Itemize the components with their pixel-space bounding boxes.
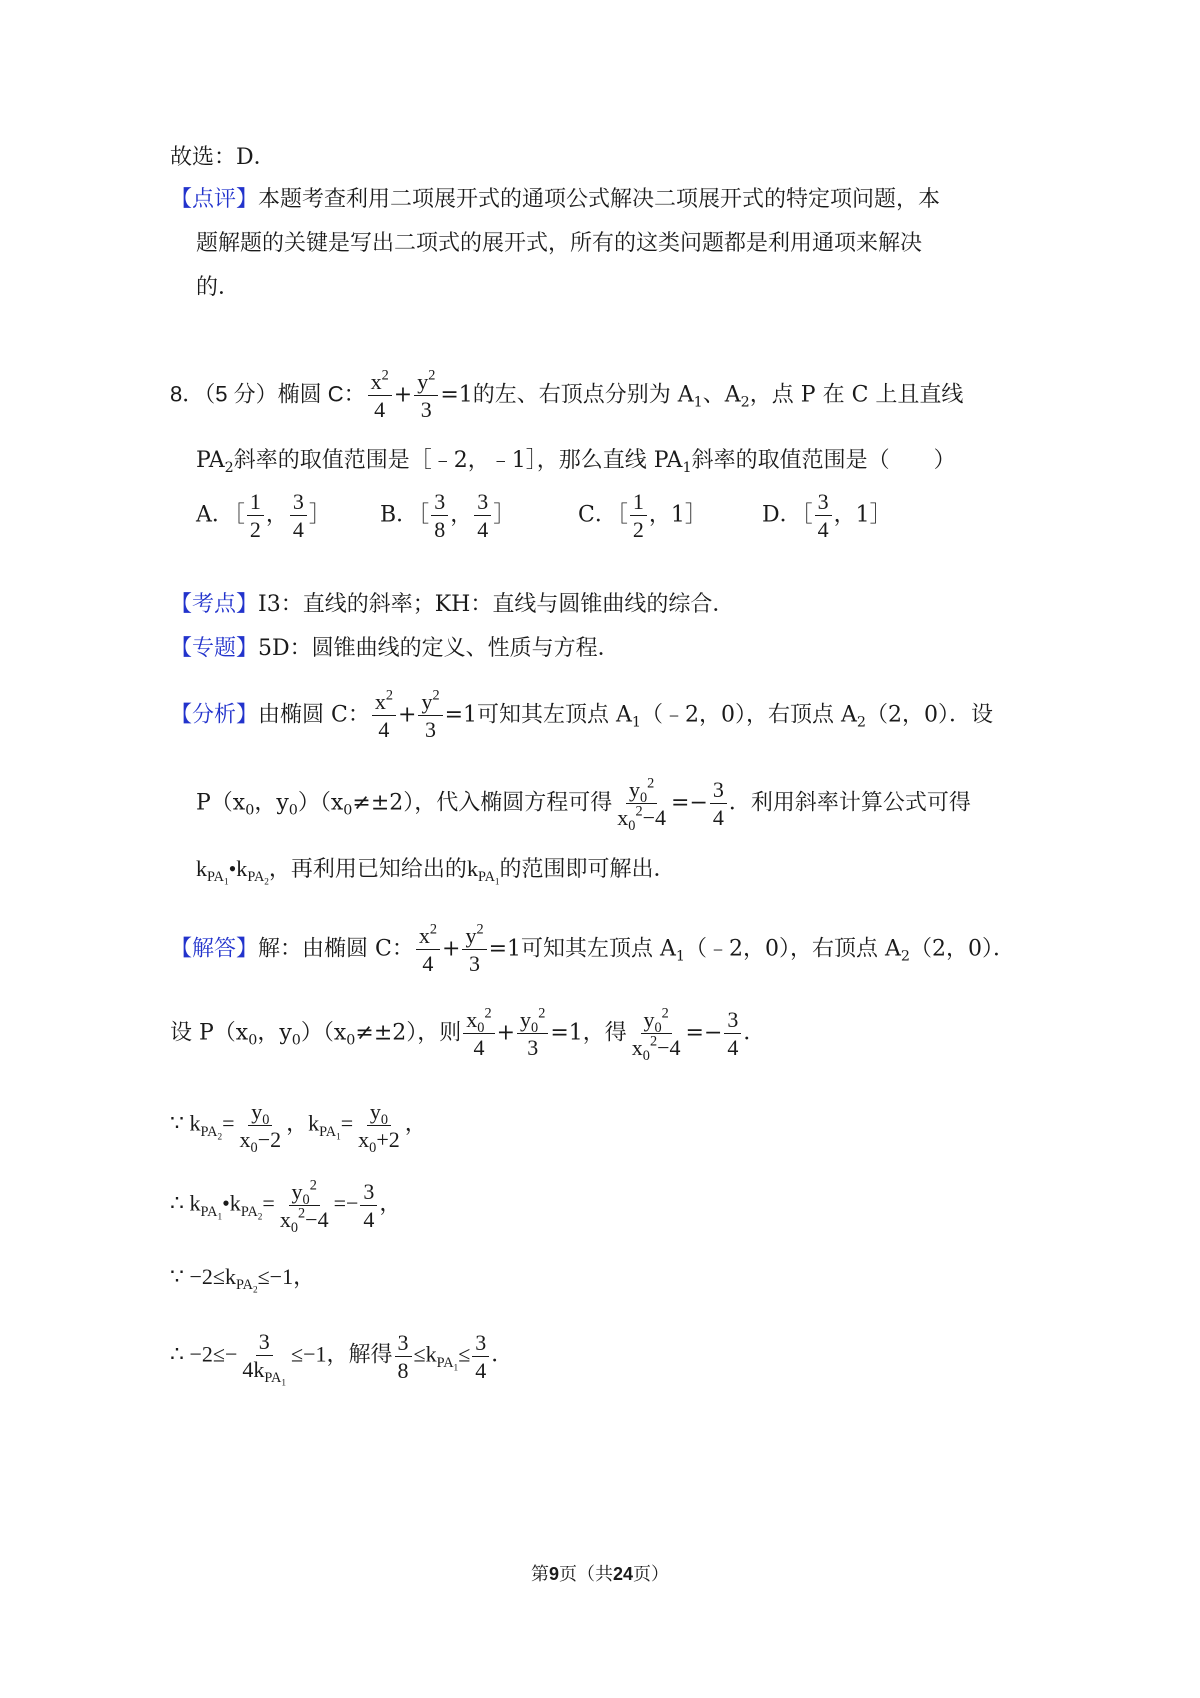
fenxi-line-1: 【分析】由椭圆 C： $\frac{x^2}{4}$ + $\frac{y^2}{3}$ =1可知其左顶点 $A_1(﹣2$，0），右顶点 $A_2(2$，0）．设 — [170, 687, 994, 743]
footer-post: 页） — [633, 1564, 670, 1585]
jieda-line-4: ∴ $k_{PA_1}•k_{PA_2}=$ $\frac{y_0^2}{x_0^2-4}$ =− $\frac{3}{4}$ ， — [170, 1177, 402, 1237]
kaodian-line — [170, 594, 734, 616]
page-footer — [0, 1560, 1200, 1586]
question-number: 8．（5 分）椭圆 C： — [170, 381, 366, 407]
fenxi-tag: 【分析】 — [170, 702, 259, 728]
jieda-b6: ． — [743, 1020, 766, 1046]
q-line2-b: 斜率的取值范围是［﹣2，﹣1］，那么直线 PA — [233, 448, 683, 473]
choice-d-label: D． — [762, 502, 802, 528]
choice-b[interactable]: B．［ $\frac{3}{8}$ ， $\frac{3}{4}$ ］ — [380, 489, 516, 543]
choice-b-left-num: 3 — [431, 490, 448, 516]
choice-a-left-den: 2 — [249, 517, 261, 543]
therefore-symbol-1: ∴ — [170, 1190, 184, 1216]
q-line2-c: 斜率的取值范围是（ ） — [691, 448, 956, 473]
q-text-b: 、A — [702, 382, 741, 408]
fraction-x2-4: $\frac{x^2}{4}$ — [368, 370, 392, 421]
kaodian-text: I3：直线的斜率；KH：直线与圆锥曲线的综合． — [258, 592, 735, 617]
fenxi-line-2: $P(x_0$，$y_0)(x_0\ne\pm 2)$，代入椭圆方程可得 $\frac{y_0^2}{x_0^2-4}$ =− $\frac{3}{4}$ ．利用斜率计算公式可得 — [196, 775, 971, 835]
prev-answer: 故选：D． — [170, 145, 276, 170]
jieda-b2: ，y — [257, 1020, 292, 1046]
fenxi-line-3: $k_{PA_1}•k_{PA_2}$，再利用已知给出的$k_{PA_1}$的范围即可解出． — [196, 856, 676, 888]
fenxi-b2: ，y — [254, 790, 289, 816]
jieda-b5: ，得 — [582, 1020, 627, 1046]
question-8-line-1: 8．（5 分）椭圆 C： $\frac{x^2}{4}$ + $\frac{y^2}{3}$ =1的左、右顶点分别为 $A_1$、$A_2$，点 P 在 C 上且直线 — [170, 367, 964, 423]
choice-d[interactable]: D．［ $\frac{3}{4}$ ，1］ — [762, 489, 892, 543]
choice-b-label: B． — [380, 502, 419, 528]
choice-b-left-den: 8 — [434, 517, 446, 543]
choice-b-right-num: 3 — [474, 490, 491, 516]
review-text-1: 本题考查利用二项展开式的通项公式解决二项展开式的特定项问题，本 — [258, 187, 941, 212]
jieda-tag: 【解答】 — [170, 936, 259, 962]
kaodian-tag: 【考点】 — [170, 592, 259, 617]
zhuanti-line — [170, 638, 620, 660]
jieda-b3: ）（x — [300, 1020, 347, 1046]
jieda-a1: 解：由椭圆 C： — [258, 936, 414, 962]
q-text-c: ，点 P 在 C 上且直线 — [749, 382, 964, 408]
fenxi-a2: 可知其左顶点 A — [477, 702, 632, 728]
q-text-a: 的左、右顶点分别为 A — [472, 382, 694, 408]
choice-c-left-num: 1 — [630, 490, 647, 516]
choice-b-right-den: 4 — [477, 517, 489, 543]
choice-d-left-num: 3 — [815, 490, 832, 516]
choice-c[interactable]: C．［ $\frac{1}{2}$ ，1］ — [578, 489, 707, 543]
zhuanti-tag: 【专题】 — [170, 636, 259, 661]
jieda-a2: 可知其左顶点 A — [521, 936, 676, 962]
because-symbol-2: ∵ — [170, 1264, 184, 1289]
jieda-line-3: ∵ $k_{PA_2}=$ $\frac{y_0}{x_0-2}$ ，$k_{PA_1}=$ $\frac{y_0}{x_0+2}$ ， — [170, 1099, 427, 1157]
choice-c-left-den: 2 — [632, 517, 644, 543]
fenxi-b4: ≠±2），代入椭圆方程可得 — [352, 790, 613, 816]
footer-mid: 页（共 — [558, 1564, 613, 1585]
fenxi-c1: ，再利用已知给出的 — [268, 857, 467, 882]
jieda-line-6: ∴ −2≤− 3 $4k_{PA_1}$ ≤−1，解得 $\frac{3}{8}$ $\le k_{PA_1}\le$ $\frac{3}{4}$ ． — [170, 1329, 514, 1389]
fenxi-b3: ）（x — [297, 790, 344, 816]
review-line-1 — [170, 189, 940, 211]
fenxi-a1: 由椭圆 C： — [258, 702, 370, 728]
q-line2-a: PA — [196, 448, 225, 473]
jieda-line-5: ∵ $-2\le k_{PA_2}\le-1$， — [170, 1264, 316, 1296]
jieda-a3: （﹣2，0），右顶点 A — [685, 936, 901, 962]
because-symbol-1: ∵ — [170, 1110, 184, 1136]
review-line-3: 的． — [196, 275, 241, 300]
choice-a-right-num: 3 — [290, 490, 307, 516]
jieda-a4: （2，0）． — [910, 936, 1016, 962]
fenxi-a3: （﹣2，0），右顶点 A — [641, 702, 857, 728]
jieda-line-2: 设 $P(x_0$，$y_0)(x_0\ne\pm 2)$，则 $\frac{x_0^2}{4}$ + $\frac{y_0^2}{3}$ =1，得 $\frac{y_0^2}{x_0^2-4}$ =− $\frac{3}{4}$ ． — [170, 1005, 766, 1065]
choice-a-right-den: 4 — [292, 517, 304, 543]
jieda-b4: ≠±2），则 — [355, 1020, 462, 1046]
footer-page-number: 9 — [548, 1564, 559, 1584]
fenxi-a4: （2，0）．设 — [866, 702, 994, 728]
fraction-y2-3: $\frac{y^2}{3}$ — [414, 370, 438, 421]
choice-a[interactable]: A．［ $\frac{1}{2}$ ， $\frac{3}{4}$ ］ — [196, 489, 331, 543]
jieda-solve: ，解得 — [326, 1341, 393, 1367]
choice-a-label: A． — [196, 502, 234, 528]
fenxi-b1: P（x — [196, 790, 246, 816]
choice-a-left-num: 1 — [247, 490, 264, 516]
jieda-b1: 设 P（x — [170, 1020, 249, 1046]
question-8-line-2: $PA_2$斜率的取值范围是［﹣2，﹣1］，那么直线 $PA_1$斜率的取值范围是（ ） — [196, 448, 956, 476]
jieda-line-1: 【解答】解：由椭圆 C： $\frac{x^2}{4}$ + $\frac{y^2}{3}$ =1可知其左顶点 $A_1(﹣2$，0），右顶点 $A_2(2$，0）． — [170, 921, 1016, 977]
fenxi-b5: ．利用斜率计算公式可得 — [728, 790, 971, 816]
footer-pre: 第 — [530, 1564, 549, 1585]
footer-total-pages: 24 — [612, 1564, 634, 1584]
choice-c-label: C． — [578, 502, 617, 528]
choice-c-right: 1 — [670, 502, 685, 528]
review-tag: 【点评】 — [170, 187, 259, 212]
choice-d-right: 1 — [855, 502, 870, 528]
choice-d-left-den: 4 — [817, 517, 829, 543]
therefore-symbol-2: ∴ — [170, 1341, 184, 1367]
zhuanti-text: 5D：圆锥曲线的定义、性质与方程． — [258, 636, 620, 661]
review-line-2: 题解题的关键是写出二项式的展开式，所有的这类问题都是利用通项来解决 — [196, 231, 923, 256]
fenxi-c2: 的范围即可解出． — [499, 857, 676, 882]
